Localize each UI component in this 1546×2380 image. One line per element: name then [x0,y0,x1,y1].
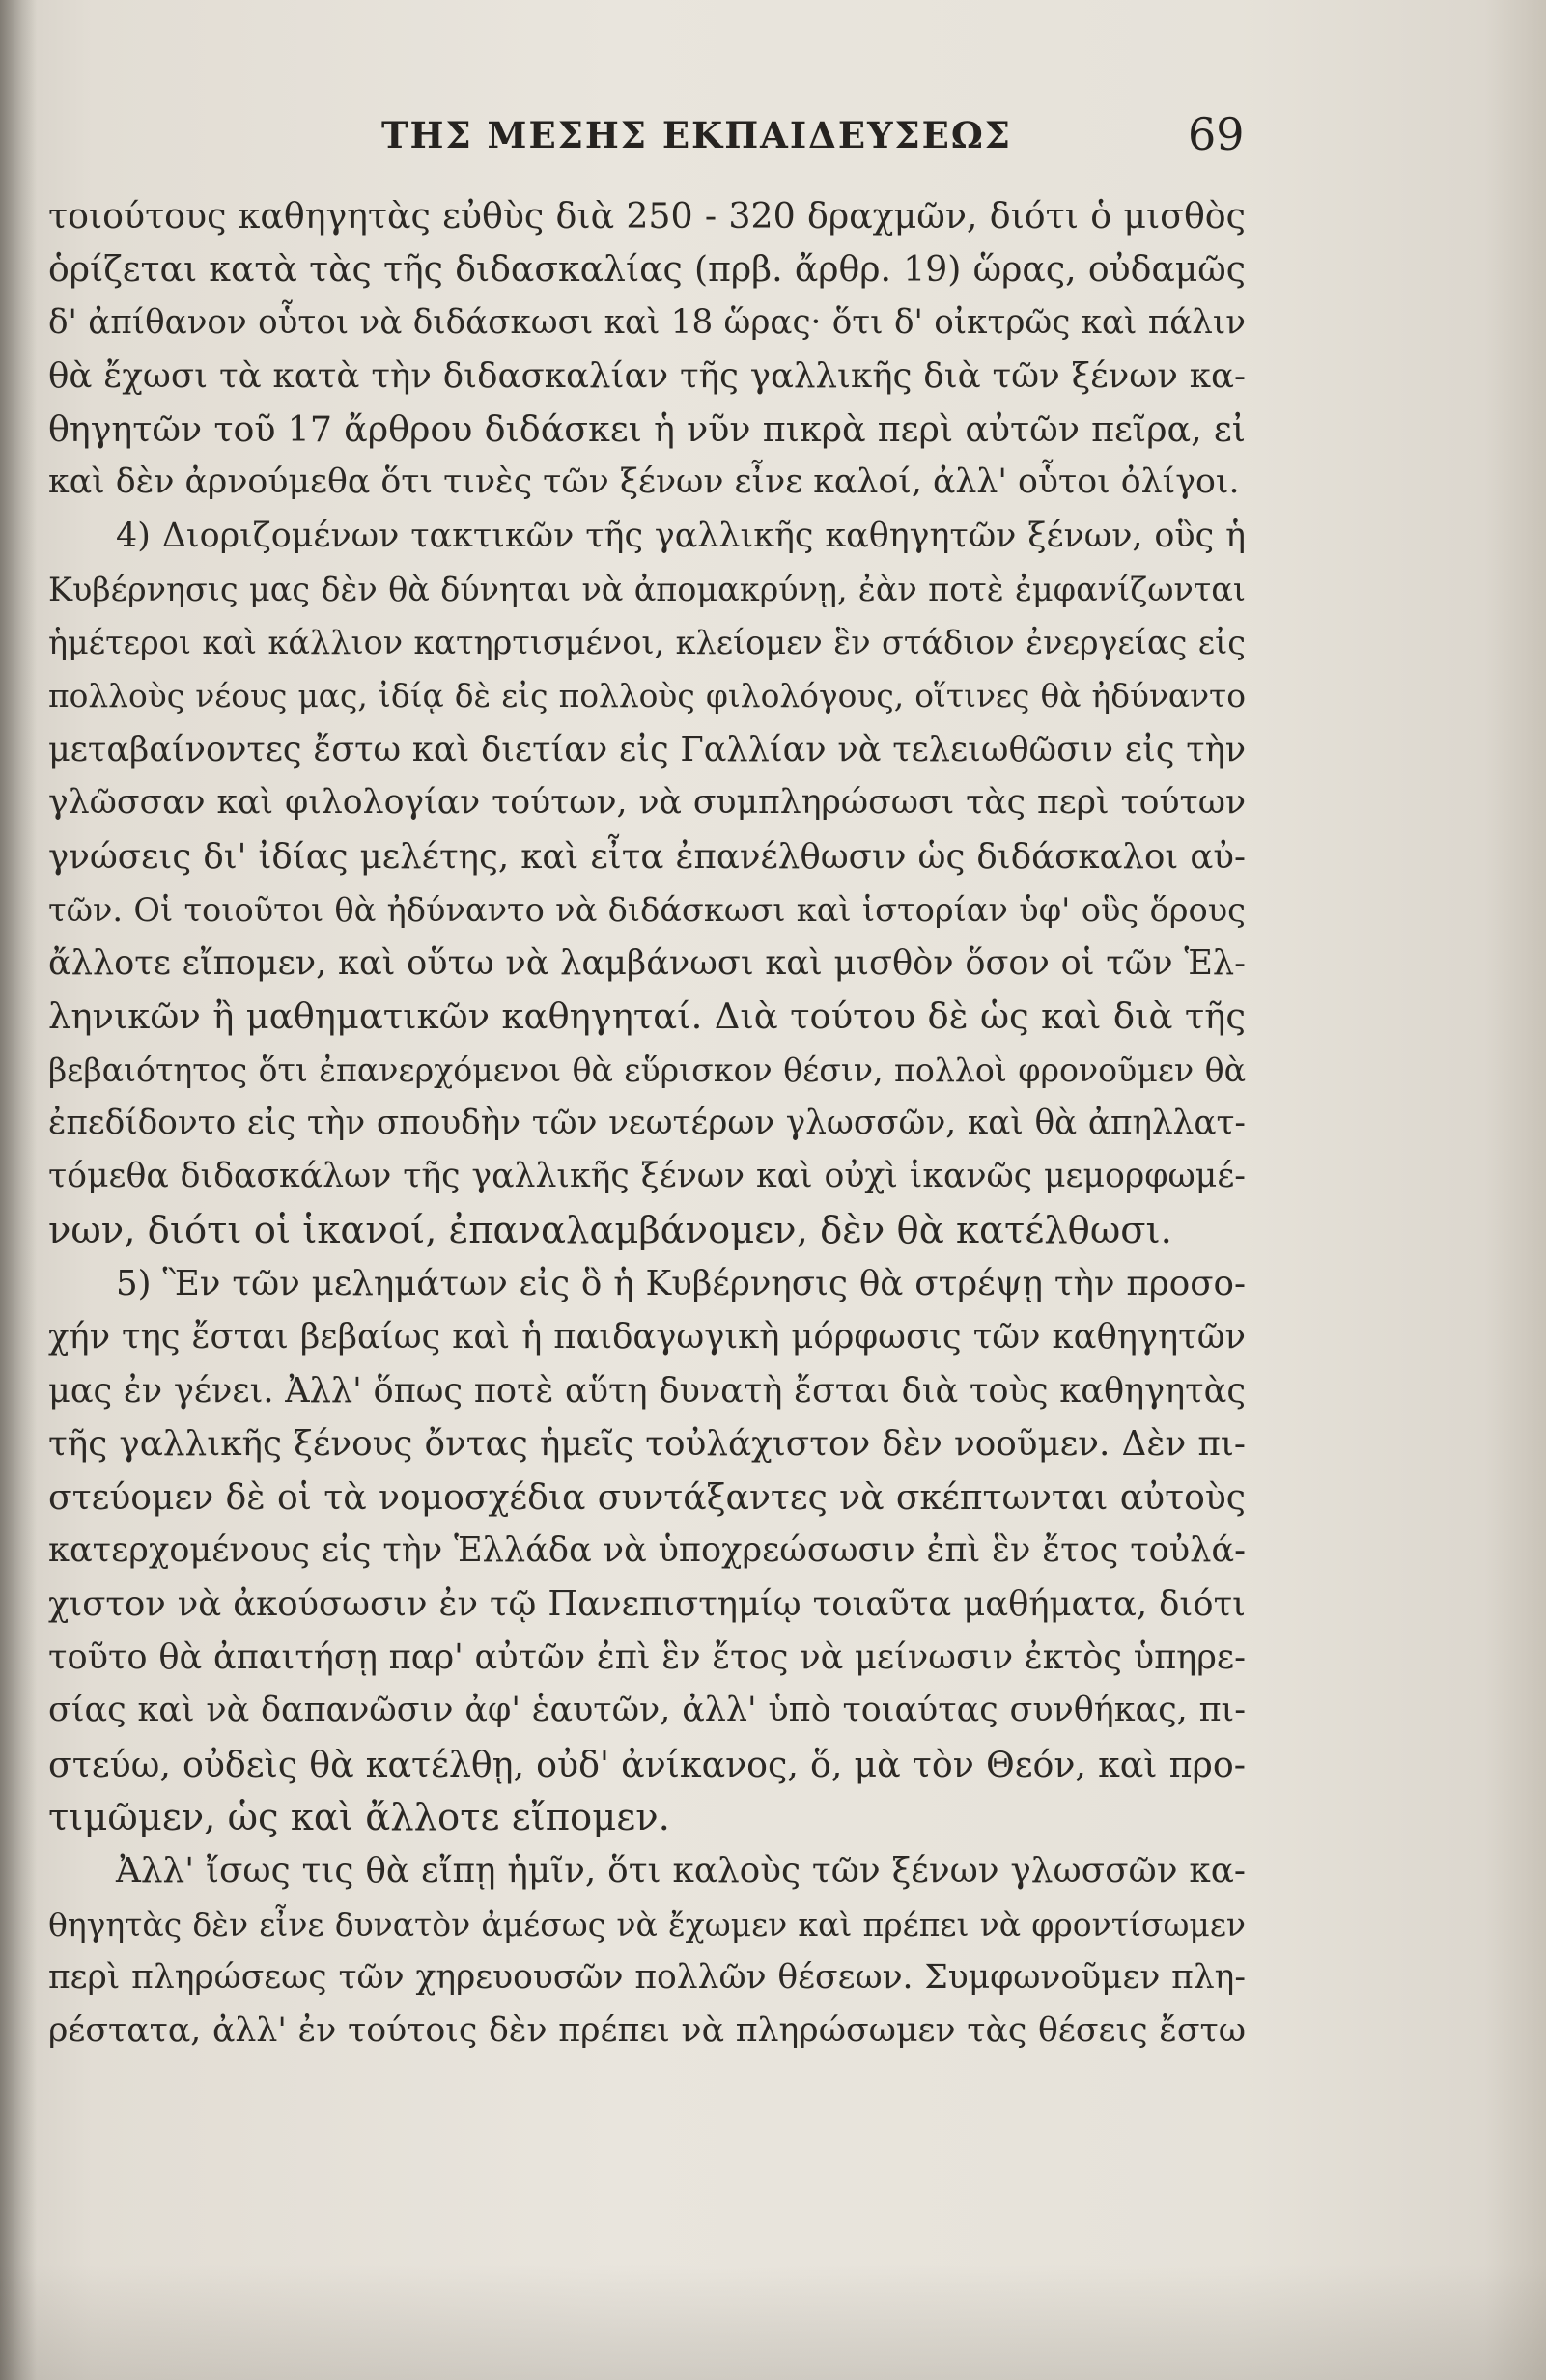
body-text [48,189,1246,2058]
text-line: χιστον νὰ ἀκούσωσιν ἐν τῷ Πανεπιστημίῳ τοιαῦτα μαθήματα, διότι [48,1583,1246,1624]
text-line: τιμῶμεν, ὡς καὶ ἄλλοτε εἴπομεν. [48,1795,670,1839]
text-line: τόμεθα διδασκάλων τῆς γαλλικῆς ξένων καὶ οὐχὶ ἱκανῶς μεμορφωμέ- [48,1157,1246,1196]
text-line: θηγητῶν τοῦ 17 ἄρθρου διδάσκει ἡ νῦν πικρὰ περὶ αὐτῶν πεῖρα, εἰ [48,408,1246,451]
text-line: σίας καὶ νὰ δαπανῶσιν ἀφ' ἑαυτῶν, ἀλλ' ὑπὸ τοιαύτας συνθήκας, πι- [48,1691,1246,1730]
text-line: θηγητὰς δὲν εἶνε δυνατὸν ἀμέσως νὰ ἔχωμεν καὶ πρέπει νὰ φροντίσωμεν [48,1905,1246,1944]
text-line: στεύω, οὐδεὶς θὰ κατέλθῃ, οὐδ' ἀνίκανος, ὅ, μὰ τὸν Θεόν, καὶ προ- [48,1743,1246,1785]
text-line: γλῶσσαν καὶ φιλολογίαν τούτων, νὰ συμπληρώσωσι τὰς περὶ τούτων [48,783,1246,823]
text-line: τῶν. Οἱ τοιοῦτοι θὰ ἠδύναντο νὰ διδάσκωσι καὶ ἱστορίαν ὑφ' οὓς ὅρους [48,890,1246,929]
page-number: 69 [1188,108,1245,160]
text-line: μας ἐν γένει. Ἀλλ' ὅπως ποτὲ αὕτη δυνατὴ ἔσται διὰ τοὺς καθηγητὰς [48,1370,1246,1411]
text-line: γνώσεις δι' ἰδίας μελέτης, καὶ εἶτα ἐπανέλθωσιν ὡς διδάσκαλοι αὐ- [48,836,1246,877]
text-line: τοιούτους καθηγητὰς εὐθὺς διὰ 250 - 320 δραχμῶν, διότι ὁ μισθὸς [48,195,1246,237]
running-head: ΤΗΣ ΜΕΣΗΣ ΕΚΠΑΙΔΕΥΣΕΩΣ [381,114,1012,156]
text-line: ἄλλοτε εἴπομεν, καὶ οὕτω νὰ λαμβάνωσι καὶ μισθὸν ὅσον οἱ τῶν Ἑλ- [48,943,1246,984]
paragraph-start-line: 5) Ἓν τῶν μελημάτων εἰς ὃ ἡ Κυβέρνησις θὰ στρέψῃ τὴν προσο- [116,1263,1246,1303]
text-line: νων, διότι οἱ ἱκανοί, ἐπαναλαμβάνομεν, δὲν θὰ κατέλθωσι. [48,1208,1172,1252]
text-line: τῆς γαλλικῆς ξένους ὄντας ἡμεῖς τοὐλάχιστον δὲν νοοῦμεν. Δὲν πι- [48,1423,1246,1464]
text-line: ἐπεδίδοντο εἰς τὴν σπουδὴν τῶν νεωτέρων γλωσσῶν, καὶ θὰ ἀπηλλατ- [48,1104,1246,1143]
text-line: δ' ἀπίθανον οὗτοι νὰ διδάσκωσι καὶ 18 ὥρας· ὅτι δ' οἰκτρῶς καὶ πάλιν [48,302,1246,342]
spine-shadow [0,0,37,2380]
text-line: θὰ ἔχωσι τὰ κατὰ τὴν διδασκαλίαν τῆς γαλλικῆς διὰ τῶν ξένων κα- [48,355,1246,396]
text-line: στεύομεν δὲ οἱ τὰ νομοσχέδια συντάξαντες νὰ σκέπτωνται αὐτοὺς [48,1476,1246,1519]
text-line: Κυβέρνησις μας δὲν θὰ δύνηται νὰ ἀπομακρύνῃ, ἐὰν ποτὲ ἐμφανίζωνται [48,571,1246,609]
text-line: τοῦτο θὰ ἀπαιτήσῃ παρ' αὐτῶν ἐπὶ ἓν ἔτος νὰ μείνωσιν ἐκτὸς ὑπηρε- [48,1638,1246,1678]
text-line: ἡμέτεροι καὶ κάλλιον κατηρτισμένοι, κλείομεν ἓν στάδιον ἐνεργείας εἰς [48,624,1246,662]
text-line: βεβαιότητος ὅτι ἐπανερχόμενοι θὰ εὕρισκον θέσιν, πολλοὶ φρονοῦμεν θὰ [48,1050,1246,1089]
text-line: πολλοὺς νέους μας, ἰδίᾳ δὲ εἰς πολλοὺς φιλολόγους, οἵτινες θὰ ἠδύναντο [48,677,1246,714]
text-line: χήν της ἔσται βεβαίως καὶ ἡ παιδαγωγικὴ μόρφωσις τῶν καθηγητῶν [48,1317,1246,1358]
text-line: περὶ πληρώσεως τῶν χηρευουσῶν πολλῶν θέσεων. Συμφωνοῦμεν πλη- [48,1957,1246,1997]
text-line: κατερχομένους εἰς τὴν Ἑλλάδα νὰ ὑποχρεώσωσιν ἐπὶ ἓν ἔτος τοὐλά- [48,1530,1246,1571]
text-line: μεταβαίνοντες ἔστω καὶ διετίαν εἰς Γαλλίαν νὰ τελειωθῶσιν εἰς τὴν [48,729,1246,770]
text-line: ληνικῶν ἢ μαθηματικῶν καθηγηταί. Διὰ τούτου δὲ ὡς καὶ διὰ τῆς [48,995,1246,1038]
paragraph-start-line: Ἀλλ' ἴσως τις θὰ εἴπῃ ἡμῖν, ὅτι καλοὺς τῶν ξένων γλωσσῶν κα- [116,1851,1246,1891]
page-bottom-shade [0,2264,1546,2380]
text-line: ὁρίζεται κατὰ τὰς τῆς διδασκαλίας (πρβ. ἄρθρ. 19) ὥρας, οὐδαμῶς [48,248,1246,291]
paragraph-start-line: 4) Διοριζομένων τακτικῶν τῆς γαλλικῆς καθηγητῶν ξένων, οὓς ἡ [116,516,1246,555]
text-line: καὶ δὲν ἀρνούμεθα ὅτι τινὲς τῶν ξένων εἶνε καλοί, ἀλλ' οὗτοι ὀλίγοι. [48,462,1240,502]
text-line: ρέστατα, ἀλλ' ἐν τούτοις δὲν πρέπει νὰ πληρώσωμεν τὰς θέσεις ἔστω [48,2011,1246,2051]
